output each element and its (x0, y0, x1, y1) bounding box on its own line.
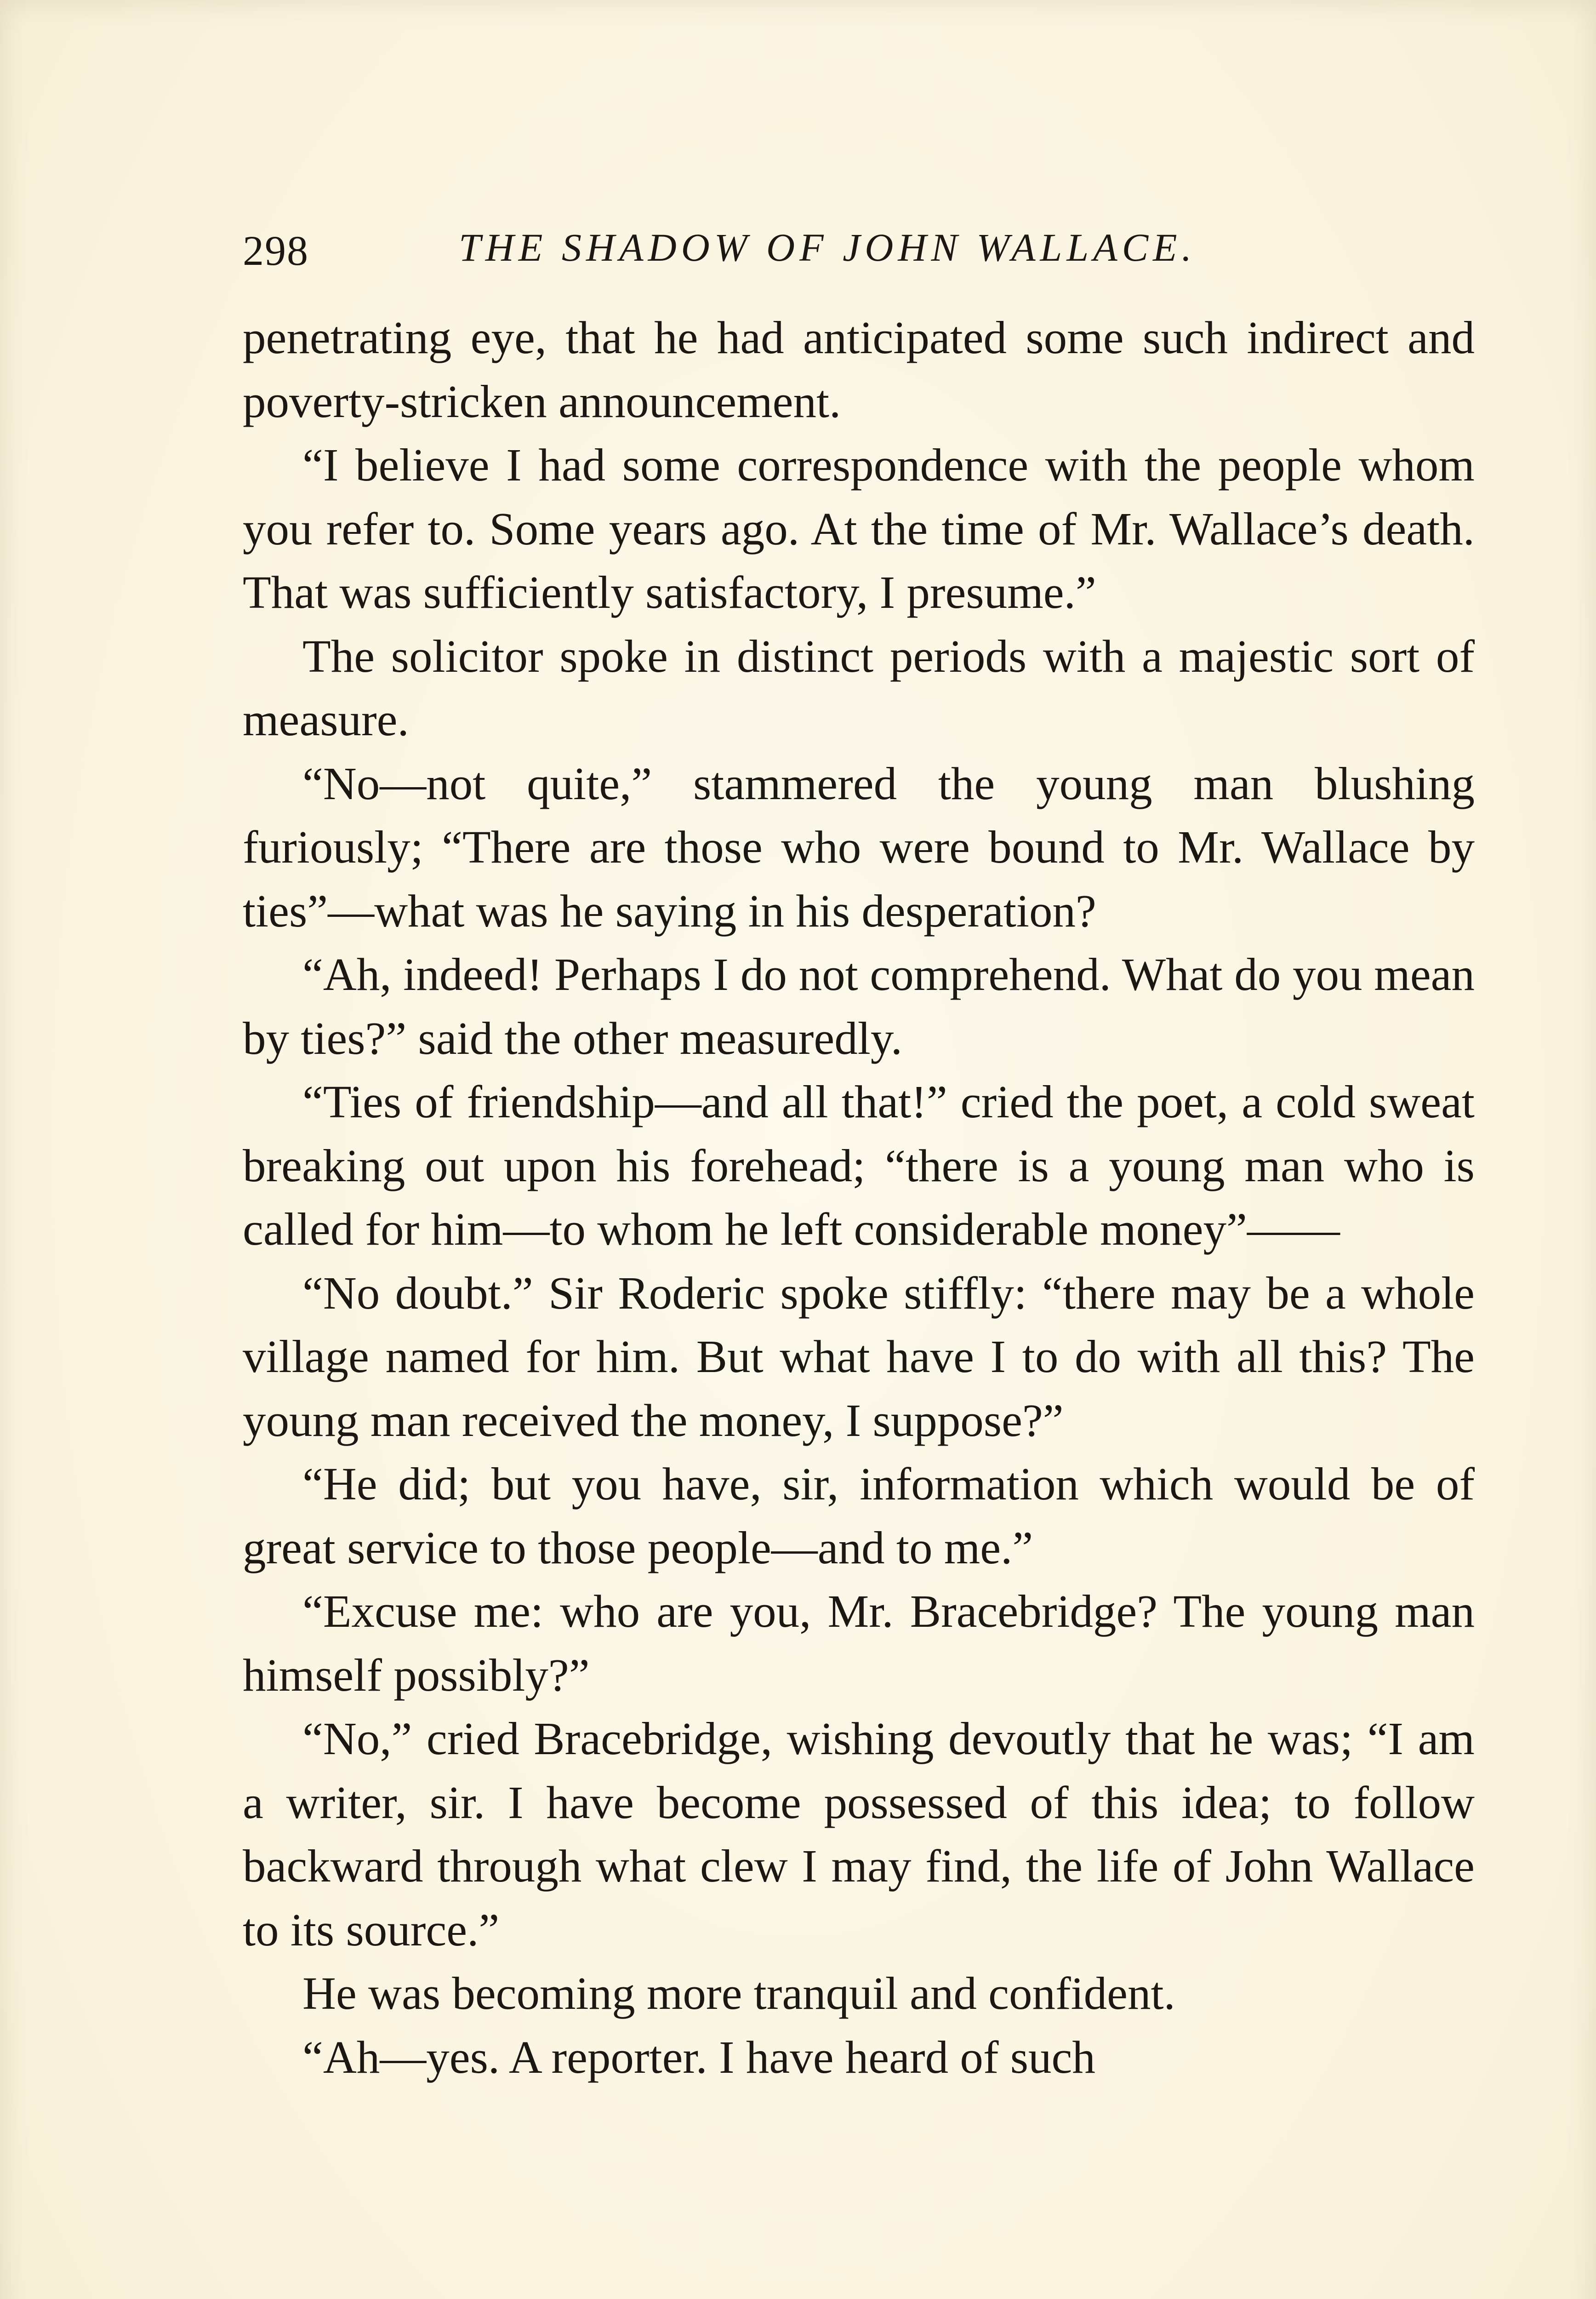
paragraph: “No doubt.” Sir Roderic spoke stiffly: “there may be a whole village named for him. But what have I to do with all this? The young man received the money, I suppose?” (243, 1267, 1475, 1446)
paragraph: He was becoming more tranquil and confident. (302, 1967, 1175, 2019)
paragraph: “No—not quite,” stammered the young man blushing furiously; “There are those who were bound to Mr. Wallace by ties”—what was he saying in his desperation? (243, 757, 1475, 937)
text-body (243, 306, 1475, 2089)
page-number: 298 (243, 227, 309, 274)
paragraph: The solicitor spoke in distinct periods with a majestic sort of measure. (243, 630, 1475, 745)
paragraph: penetrating eye, that he had anticipated some such indirect and poverty-stricken announcement. (243, 312, 1475, 427)
paragraph: “Ah—yes. A reporter. I have heard of such (302, 2031, 1095, 2083)
paragraph: “He did; but you have, sir, information which would be of great service to those people—and to me.” (243, 1458, 1475, 1573)
running-title: THE SHADOW OF JOHN WALLACE. (459, 225, 1197, 269)
paragraph: “I believe I had some correspondence with the people whom you refer to. Some years ago. At the time of Mr. Wallace’s death. That was sufficiently satisfactory, I presume.” (243, 439, 1475, 618)
paragraph: “No,” cried Bracebridge, wishing devoutly that he was; “I am a writer, sir. I have become possessed of this idea; to follow backward through what clew I may find, the life of John Wallace to its source.” (243, 1713, 1475, 1956)
paragraph: “Ties of friendship—and all that!” cried the poet, a cold sweat breaking out upon his forehead; “there is a young man who is called for him—to whom he left considerable money”—— (243, 1076, 1475, 1255)
page-header (243, 216, 1263, 280)
paragraph: “Ah, indeed! Perhaps I do not comprehend. What do you mean by ties?” said the other measuredly. (243, 949, 1475, 1064)
paragraph: “Excuse me: who are you, Mr. Bracebridge? The young man himself possibly?” (243, 1585, 1475, 1701)
